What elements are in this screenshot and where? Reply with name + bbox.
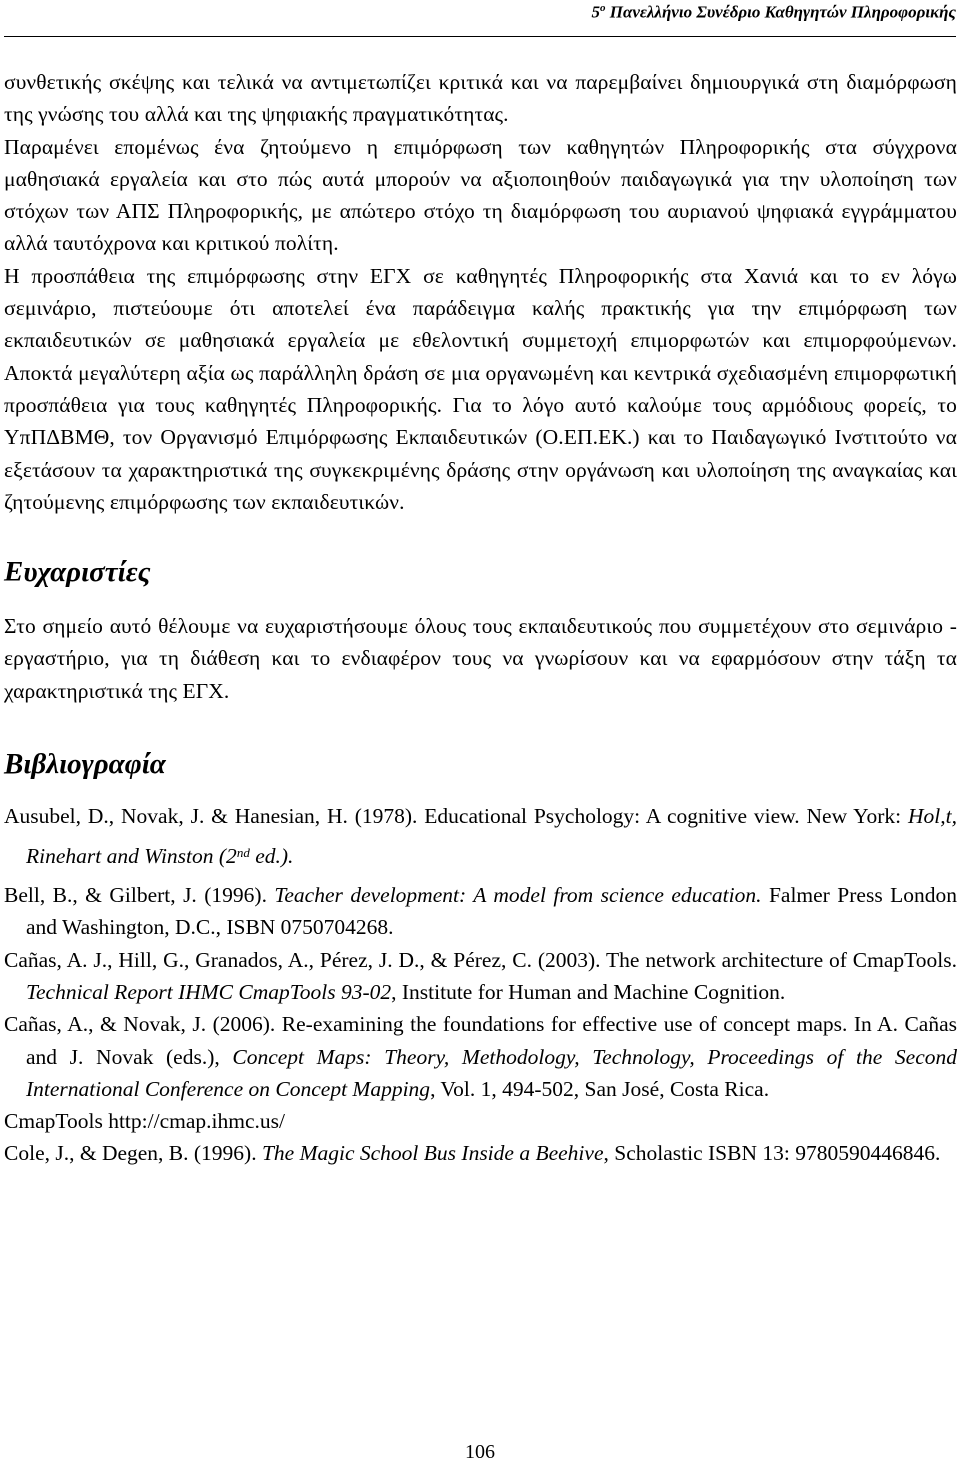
ref-italic-text: ed.). <box>249 844 294 869</box>
reference-item <box>4 796 957 879</box>
running-header <box>591 2 956 23</box>
header-conference-title: Πανελλήνιο Συνέδριο Καθηγητών Πληροφορικής <box>605 2 956 22</box>
ref-plain-text: , Scholastic ISBN 13: 9780590446846. <box>603 1141 941 1166</box>
ref-plain-text: , Vol. 1, 494-502, San José, Costa Rica. <box>430 1076 770 1101</box>
reference-list <box>4 796 957 1170</box>
page-number: 106 <box>465 1441 495 1463</box>
ref-italic-text: Technical Report IHMC CmapTools 93-02 <box>26 979 392 1004</box>
reference-item <box>4 944 957 1009</box>
ref-plain-text: CmapTools http://cmap.ihmc.us/ <box>4 1109 285 1134</box>
paragraph-2: Παραμένει επομένως ένα ζητούμενο η επιμόρφωση των καθηγητών Πληροφορικής στα σύγχρονα μαθησιακά εργαλεία και στο πώς αυτά μπορούν να αξιοποιηθούν παιδαγωγικά για την υλοποίηση των στόχων των ΑΠΣ Πληροφορικής, με απώτερο στόχο τη διαμόρφωση του αυριανού ψηφιακά εγγράμματου αλλά ταυτόχρονα και κριτικού πολίτη. <box>4 134 957 256</box>
ref-plain-text: Cañas, A. J., Hill, G., Granados, A., Pérez, J. D., & Pérez, C. (2003). The network architecture of CmapTools. <box>4 947 957 972</box>
ref-italic-text: Hol,t, Rinehart and Winston (2 <box>26 804 957 869</box>
header-rule <box>4 36 956 37</box>
paragraph-1: συνθετικής σκέψης και τελικά να αντιμετωπίζει κριτικά και να παρεμβαίνει δημιουργικά στη διαμόρφωση της γνώσης του αλλά και της ψηφιακής πραγματικότητας. <box>4 70 957 127</box>
reference-item <box>4 1137 957 1169</box>
acknowledgements-text: Στο σημείο αυτό θέλουμε να ευχαριστήσουμε όλους τους εκπαιδευτικούς που συμμετέχουν στο σεμινάριο - εργαστήριο, για τη διάθεση και το ενδιαφέρον τους να γνωρίσουν και να εφαρμόσουν στην τάξη τα χαρακτηριστικά της ΕΓΧ. <box>4 614 957 703</box>
reference-item <box>4 1008 957 1105</box>
paragraph-3: Η προσπάθεια της επιμόρφωσης στην ΕΓΧ σε καθηγητές Πληροφορικής στα Χανιά και το εν λόγω σεμινάριο, πιστεύουμε ότι αποτελεί ένα παράδειγμα καλής πρακτικής για την επιμόρφωση των εκπαιδευτικών σε μαθησιακά εργαλεία με εθελοντική συμμετοχή επιμορφωτών και επιμορφούμενων. Αποκτά μεγαλύτερη αξία ως παράλληλη δράση σε μια οργανωμένη και κεντρικά σχεδιασμένη επιμορφωτική προσπάθεια για τους καθηγητές Πληροφορικής. Για το λόγο αυτό καλούμε τους αρμόδιους φορείς, το ΥπΠΔΒΜΘ, τον Οργανισμό Επιμόρφωσης Εκπαιδευτικών (Ο.ΕΠ.ΕΚ.) και το Παιδαγωγικό Ινστιτούτο να εξετάσουν τα χαρακτηριστικά της συγκεκριμένης δράσης στην οργάνωση και υλοποίηση της αναγκαίας και ζητούμενης επιμόρφωσης των εκπαιδευτικών. <box>4 263 957 514</box>
header-edition-number: 5 <box>591 2 600 22</box>
ref-plain-text: Cañas, A., & Novak, J. (2006). Re-examining the foundations for effective use of concept maps. In A. Cañas and J. Novak (eds.), <box>4 1012 957 1069</box>
bibliography-heading: Βιβλιογραφία <box>4 748 166 781</box>
acknowledgements-heading: Ευχαριστίες <box>4 556 151 589</box>
ref-italic-text: The Magic School Bus Inside a Beehive <box>261 1141 604 1166</box>
reference-item <box>4 1105 957 1137</box>
header-ordinal-superscript: ο <box>599 2 606 14</box>
ref-plain-text: Cole, J., & Degen, B. (1996). <box>4 1141 262 1166</box>
page-body <box>4 66 957 1170</box>
ref-plain-text: Falmer Press London and Washington, D.C., ISBN 0750704268. <box>26 883 958 940</box>
ref-plain-text: Ausubel, D., Novak, J. & Hanesian, H. (1978). Educational Psychology: A cognitive view. New York: <box>4 804 909 829</box>
ref-superscript: nd <box>236 845 250 861</box>
ref-italic-text: Concept Maps: Theory, Methodology, Technology, Proceedings of the Second International Conference on Concept Mapping <box>26 1044 957 1101</box>
ref-plain-text: Bell, B., & Gilbert, J. (1996). <box>4 883 275 908</box>
reference-item <box>4 879 957 944</box>
ref-plain-text: , Institute for Human and Machine Cognition. <box>391 979 786 1004</box>
ref-italic-text: Teacher development: A model from science education. <box>274 883 762 908</box>
